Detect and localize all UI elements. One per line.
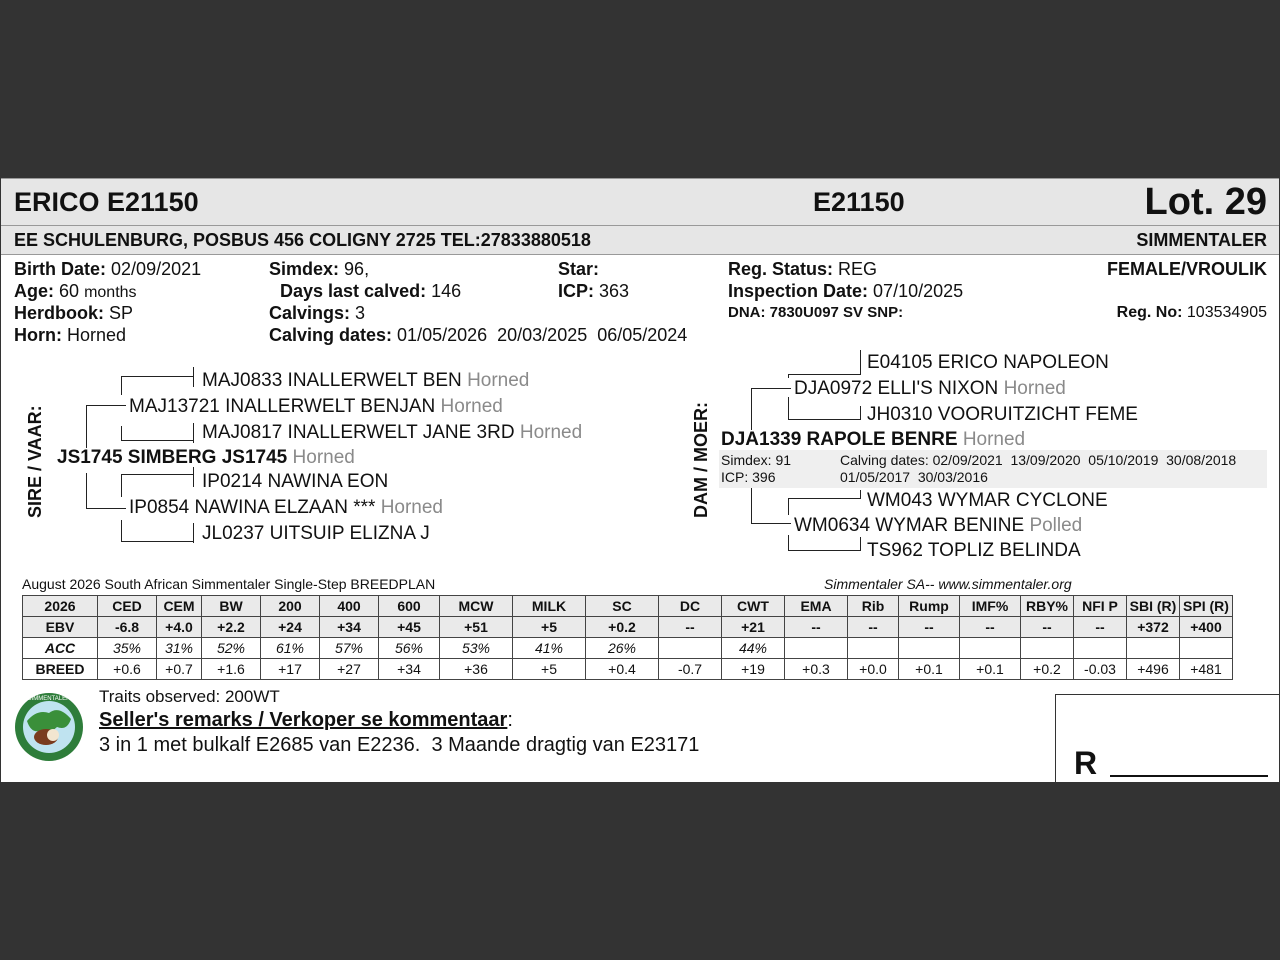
ebv-cell: +34: [320, 617, 379, 638]
ebv-cell: 56%: [379, 638, 440, 659]
dam-sire-sire: E04105 ERICO NAPOLEON: [867, 352, 1109, 373]
lot-card: [1, 178, 1279, 782]
ebv-cell: 52%: [202, 638, 261, 659]
seller-address: EE SCHULENBURG, POSBUS 456 COLIGNY 2725 TEL:27833880518: [14, 230, 591, 250]
dam-sire: DJA0972 ELLI'S NIXON Horned: [794, 378, 1066, 399]
ebv-cell: +17: [261, 659, 320, 680]
horn-status: Horn: Horned: [14, 325, 127, 345]
ebv-cell: -6.8: [98, 617, 157, 638]
breed-name: SIMMENTALER: [1136, 230, 1267, 250]
age: Age: 60 months: [14, 281, 137, 301]
inspection-date: Inspection Date: 07/10/2025: [728, 281, 964, 301]
birth-date: Birth Date: 02/09/2021: [14, 259, 202, 279]
ebv-cell: 35%: [98, 638, 157, 659]
ebv-cell: +36: [440, 659, 513, 680]
ebv-cell: -0.03: [1074, 659, 1127, 680]
ebv-cell: [785, 638, 848, 659]
ebv-cell: [1127, 638, 1180, 659]
remarks-title: Seller's remarks / Verkoper se kommentaar:: [99, 709, 513, 731]
ebv-cell: --: [1021, 617, 1074, 638]
ebv-cell: +34: [379, 659, 440, 680]
ebv-cell: MILK: [513, 596, 586, 617]
calving-dates: Calving dates: 01/05/2026 20/03/2025 06/05/2024: [269, 325, 688, 345]
dam-dam: WM0634 WYMAR BENINE Polled: [794, 515, 1083, 536]
ebv-cell: +0.7: [157, 659, 202, 680]
ebv-cell: --: [848, 617, 899, 638]
dam-sire-dam: JH0310 VOORUITZICHT FEME: [867, 404, 1138, 425]
ebv-cell: +21: [722, 617, 785, 638]
ebv-cell: DC: [659, 596, 722, 617]
traits-observed: Traits observed: 200WT: [99, 687, 280, 706]
ebv-cell: CEM: [157, 596, 202, 617]
dam-dam-sire: WM043 WYMAR CYCLONE: [867, 490, 1108, 511]
ebv-cell: IMF%: [960, 596, 1021, 617]
ebv-cell: +0.1: [899, 659, 960, 680]
ebv-accuracy-row: [23, 638, 1233, 659]
ebv-cell: [659, 638, 722, 659]
ebv-cell: [1021, 638, 1074, 659]
address-bar: [1, 226, 1279, 255]
ebv-cell: CWT: [722, 596, 785, 617]
ebv-cell: SBI (R): [1127, 596, 1180, 617]
sire-dam-sire: IP0214 NAWINA EON: [202, 471, 389, 492]
ebv-cell: [1180, 638, 1233, 659]
ebv-cell: --: [960, 617, 1021, 638]
dam-details: [719, 450, 1267, 488]
dam-icp: ICP: 396: [721, 469, 776, 485]
ebv-cell: +1.6: [202, 659, 261, 680]
ebv-cell: +0.0: [848, 659, 899, 680]
sire-label: SIRE / VAAR:: [25, 405, 45, 518]
ebv-cell: [960, 638, 1021, 659]
ebv-cell: SC: [586, 596, 659, 617]
ebv-cell: +0.1: [960, 659, 1021, 680]
ebv-cell: 200: [261, 596, 320, 617]
simmentaler-logo: [13, 691, 85, 763]
ebv-cell: +0.3: [785, 659, 848, 680]
dna-info: DNA: 7830U097 SV SNP:: [728, 304, 904, 321]
ebv-cell: [848, 638, 899, 659]
sire-sire: MAJ13721 INALLERWELT BENJAN Horned: [129, 396, 503, 417]
days-last-calved: Days last calved: 146: [280, 281, 462, 301]
ebv-cell: CED: [98, 596, 157, 617]
dam-calving-dates-cont: 01/05/2017 30/03/2016: [840, 469, 988, 485]
sire-dam-dam: JL0237 UITSUIP ELIZNA J: [202, 523, 430, 544]
ebv-cell: EBV: [23, 617, 98, 638]
herdbook: Herdbook: SP: [14, 303, 134, 323]
breed-average-row: [23, 659, 1233, 680]
dam-label: DAM / MOER:: [691, 402, 711, 518]
ebv-cell: MCW: [440, 596, 513, 617]
sex: FEMALE/VROULIK: [1107, 259, 1267, 279]
lot-number: Lot. 29: [1144, 181, 1267, 223]
ebv-cell: +5: [513, 659, 586, 680]
ebv-cell: 57%: [320, 638, 379, 659]
ebv-cell: 26%: [586, 638, 659, 659]
ebv-cell: -0.7: [659, 659, 722, 680]
dam: DJA1339 RAPOLE BENRE Horned: [721, 429, 1026, 450]
ebv-cell: +5: [513, 617, 586, 638]
ebv-cell: [1074, 638, 1127, 659]
ebv-cell: +0.2: [586, 617, 659, 638]
star-label: Star:: [558, 259, 600, 279]
dam-calving-dates: Calving dates: 02/09/2021 13/09/2020 05/10/2019 30/08/2018: [840, 452, 1237, 468]
ebv-cell: +400: [1180, 617, 1233, 638]
remarks-text: 3 in 1 met bulkalf E2685 van E2236. 3 Maande dragtig van E23171: [99, 734, 700, 756]
ebv-values-row: [23, 617, 1233, 638]
sire-sire-dam: MAJ0817 INALLERWELT JANE 3RD Horned: [202, 422, 583, 443]
dam-simdex: Simdex: 91: [721, 452, 792, 468]
animal-name: ERICO E21150: [14, 187, 199, 217]
reg-status: Reg. Status: REG: [728, 259, 878, 279]
ebv-cell: +2.2: [202, 617, 261, 638]
signature-letter: R: [1074, 745, 1098, 781]
ebv-cell: +496: [1127, 659, 1180, 680]
ebv-cell: BREED: [23, 659, 98, 680]
simdex: Simdex: 96,: [269, 259, 370, 279]
icp: ICP: 363: [558, 281, 630, 301]
signature-box: [1055, 694, 1280, 783]
sire: JS1745 SIMBERG JS1745 Horned: [57, 447, 355, 468]
ebv-cell: 53%: [440, 638, 513, 659]
ebv-cell: SPI (R): [1180, 596, 1233, 617]
sire-dam: IP0854 NAWINA ELZAAN *** Horned: [129, 497, 444, 518]
ebv-cell: [899, 638, 960, 659]
ebv-cell: +45: [379, 617, 440, 638]
ebv-cell: Rib: [848, 596, 899, 617]
ebv-cell: +0.6: [98, 659, 157, 680]
ebv-cell: EMA: [785, 596, 848, 617]
ebv-cell: +481: [1180, 659, 1233, 680]
ebv-cell: --: [785, 617, 848, 638]
calvings: Calvings: 3: [269, 303, 366, 323]
signature-line: [1110, 775, 1268, 777]
reg-number: Reg. No: 103534905: [1116, 304, 1267, 321]
ebv-cell: 31%: [157, 638, 202, 659]
ebv-cell: +4.0: [157, 617, 202, 638]
ebv-cell: --: [1074, 617, 1127, 638]
ebv-cell: +19: [722, 659, 785, 680]
dam-dam-dam: TS962 TOPLIZ BELINDA: [867, 540, 1081, 561]
ebv-cell: RBY%: [1021, 596, 1074, 617]
ebv-cell: ACC: [23, 638, 98, 659]
ebv-cell: 600: [379, 596, 440, 617]
ebv-cell: --: [899, 617, 960, 638]
ebv-cell: BW: [202, 596, 261, 617]
ebv-cell: NFI P: [1074, 596, 1127, 617]
title-bar: [1, 178, 1279, 226]
breedplan-caption: August 2026 South African Simmentaler Single-Step BREEDPLAN: [22, 576, 436, 592]
ebv-header-row: [23, 596, 1233, 617]
sire-sire-sire: MAJ0833 INALLERWELT BEN Horned: [202, 370, 530, 391]
ebv-cell: 400: [320, 596, 379, 617]
ebv-cell: +51: [440, 617, 513, 638]
ebv-cell: 61%: [261, 638, 320, 659]
ebv-cell: 2026: [23, 596, 98, 617]
ebv-cell: 44%: [722, 638, 785, 659]
ebv-table: [22, 595, 1233, 680]
ebv-cell: +27: [320, 659, 379, 680]
ebv-cell: +24: [261, 617, 320, 638]
logo-text: SIMMENTALER: [27, 696, 71, 702]
ebv-cell: +0.4: [586, 659, 659, 680]
ebv-cell: 41%: [513, 638, 586, 659]
ebv-cell: +0.2: [1021, 659, 1074, 680]
ebv-cell: Rump: [899, 596, 960, 617]
ebv-cell: --: [659, 617, 722, 638]
breedplan-website: Simmentaler SA-- www.simmentaler.org: [824, 576, 1072, 592]
animal-id: E21150: [813, 187, 905, 217]
ebv-cell: +372: [1127, 617, 1180, 638]
